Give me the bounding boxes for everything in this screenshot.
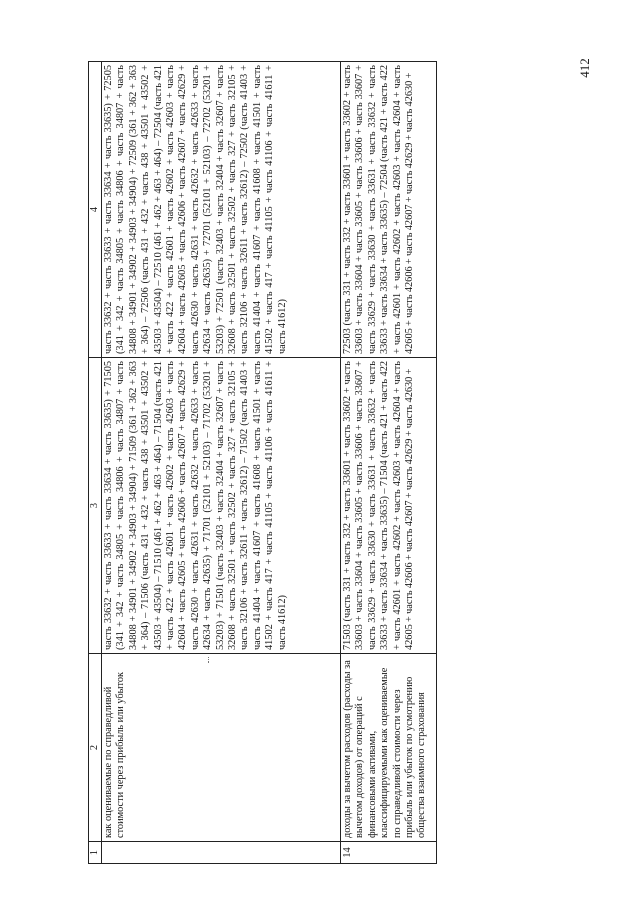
- row-formula-col3: часть 33632 + часть 33633 + часть 33634 + часть 33635) + 71505 (341 + 342 + часть 34805 + часть 34806 + часть 34807 + часть 34808 + 34901 + 34902 + 34903 + 34904) + 71509 (361 + 362 + 363 + 364) – 71506 (часть 431 + 432 + часть 438 + 43501 + 43502 + 43503 + 43504) – 71510 (461 + 462 + 463 + 464) – 71504 (часть 421 + часть 422 + часть 42601 + часть 42602 + часть 42603 + часть 42604 + часть 42605 + часть 42606 + часть 42607 + часть 42629 + часть 42630 + часть 42631 + часть 42632 + часть 42633 + часть 42634 + часть 42635) + 71701 (52101 + 52103) – 71702 (53201 + 53203) + 71501 (часть 32403 + часть 32404 + часть 32607 + часть 32608 + часть 32501 + часть 32502 + часть 327 + часть 32105 + часть 32106 + часть 32611 + часть 32612) – 71502 (часть 41403 + часть 41404 + часть 41607 + часть 41608 + часть 41501 + часть 41502 + часть 417 + часть 41105 + часть 41106 + часть 41611 + часть 41612): [102, 358, 341, 654]
- row-description: доходы за вычетом расходов (расходы за вычетом доходов) от операций с финансовыми активами, классифицируемыми как оцениваемые по справедливой стоимости через прибыль или убыток по усмотрению общества взаимного страхования: [341, 654, 437, 842]
- row-formula-col4: 72503 (часть 331 + часть 332 + часть 33601 + часть 33602 + часть 33603 + часть 33604 + часть 33605 + часть 33606 + часть 33607 + часть 33629 + часть 33630 + часть 33631 + часть 33632 + часть 33633 + часть 33634 + часть 33635) – 72504 (часть 421 + часть 422 + часть 42601 + часть 42602 + часть 42603 + часть 42604 + часть 42605 + часть 42606 + часть 42607 + часть 42629 + часть 42630 +: [341, 62, 437, 358]
- table-row: [102, 62, 341, 864]
- rotated-table-container: [88, 62, 438, 864]
- row-formula-col4: часть 33632 + часть 33633 + часть 33634 + часть 33635) + 72505 (341 + 342 + часть 34805 + часть 34806 + часть 34807 + часть 34808 + 34901 + 34902 + 34903 + 34904) + 72509 (361 + 362 + 363 + 364) – 72506 (часть 431 + 432 + часть 438 + 43501 + 43502 + 43503 + 43504) – 72510 (461 + 462 + 463 + 464) – 72504 (часть 421 + часть 422 + часть 42601 + часть 42602 + часть 42603 + часть 42604 + часть 42605 + часть 42606 + часть 42607 + часть 42629 + часть 42630 + часть 42631 + часть 42632 + часть 42633 + часть 42634 + часть 42635) + 72701 (52101 + 52103) – 72702 (53201 + 53203) + 72501 (часть 32403 + часть 32404 + часть 32607 + часть 32608 + часть 32501 + часть 32502 + часть 327 + часть 32105 + часть 32106 + часть 32611 + часть 32612) – 72502 (часть 41403 + часть 41404 + часть 41607 + часть 41608 + часть 41501 + часть 41502 + часть 417 + часть 41105 + часть 41106 + часть 41611 + часть 41612): [102, 62, 341, 358]
- page-number: 412: [577, 58, 592, 78]
- header-col-1: 1: [89, 842, 102, 864]
- table-row: [341, 62, 437, 864]
- row-formula-col3: 71503 (часть 331 + часть 332 + часть 33601 + часть 33602 + часть 33603 + часть 33604 + часть 33605 + часть 33606 + часть 33607 + часть 33629 + часть 33630 + часть 33631 + часть 33632 + часть 33633 + часть 33634 + часть 33635) – 71504 (часть 421 + часть 422 + часть 42601 + часть 42602 + часть 42603 + часть 42604 + часть 42605 + часть 42606 + часть 42607 + часть 42629 + часть 42630 +: [341, 358, 437, 654]
- row-description-cell: [102, 654, 341, 842]
- header-row: [89, 62, 102, 864]
- row-description: как оцениваемые по справедливой стоимости через прибыль или убыток: [103, 671, 127, 838]
- accounts-table: [88, 61, 437, 864]
- header-col-2: 2: [89, 654, 102, 842]
- header-col-3: 3: [89, 358, 102, 654]
- dotted-mark: [208, 657, 209, 663]
- header-col-4: 4: [89, 62, 102, 358]
- row-number: 14: [341, 842, 437, 864]
- row-number: [102, 842, 341, 864]
